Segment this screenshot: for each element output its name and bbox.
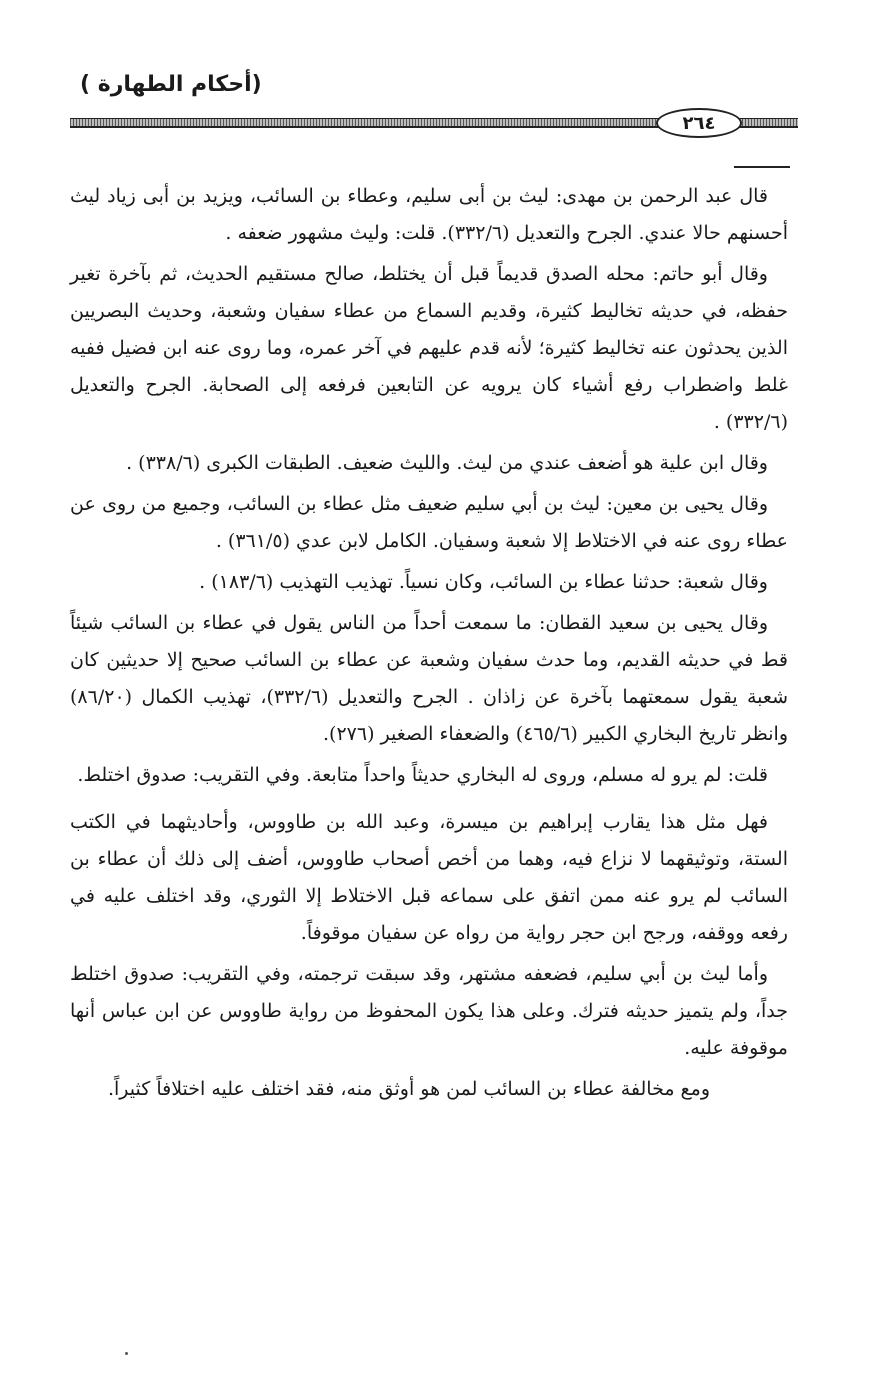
header-rule (70, 108, 798, 138)
paragraph-abu-hatim: وقال أبو حاتم: محله الصدق قديماً قبل أن يختلط، صالح مستقيم الحديث، ثم بآخرة تغير حفظه، في حديثه تخاليط كثيرة، وقديم السماع من عطاء سفيان وشعبة، وحديث البصريين الذين يحدثون عنه تخاليط كثيرة؛ لأنه قدم عليهم في آخر عمره، وما روى عنه ابن فضيل ففيه غلط واضطراب رفع أشياء كان يرويه عن التابعين فرفعه إلى الصحابة. الجرح والتعديل (٣٣٢/٦) . (70, 263, 788, 433)
paragraph-qultu: قلت: لم يرو له مسلم، وروى له البخاري حديثاً واحداً متابعة. وفي التقريب: صدوق اختلط. (77, 764, 768, 786)
paragraph-shuba: وقال شعبة: حدثنا عطاء بن السائب، وكان نسياً. تهذيب التهذيب (١٨٣/٦) . (199, 571, 768, 593)
paragraph-ibn-ulayya: وقال ابن علية هو أضعف عندي من ليث. والليث ضعيف. الطبقات الكبرى (٣٣٨/٦) . (126, 452, 768, 474)
body-text (70, 178, 788, 1112)
paragraph-layth: وأما ليث بن أبي سليم، فضعفه مشتهر، وقد سبقت ترجمته، وفي التقريب: صدوق اختلط جداً، ولم يتميز حديثه فترك. وعلى هذا يكون المحفوظ من رواية طاووس عن ابن عباس أنها موقوفة عليه. (70, 963, 788, 1059)
paragraph-ibrahim-ibn-maysara: فهل مثل هذا يقارب إبراهيم بن ميسرة، وعبد الله بن طاووس، وأحاديثهما في الكتب الستة، وتوثيقهما لا نزاع فيه، وهما من أخص أصحاب طاووس، أضف إلى ذلك أن عطاء بن السائب لم يرو عنه ممن اتفق على سماعه قبل الاختلاط إلا الثوري، وقد اختلف عليه في رفعه ووقفه، ورجح ابن حجر رواية من رواه عن سفيان موقوفاً. (70, 811, 788, 944)
footnote-separator-rule (734, 166, 790, 168)
paragraph-conclusion: ومع مخالفة عطاء بن السائب لمن هو أوثق منه، فقد اختلف عليه اختلافاً كثيراً. (107, 1078, 711, 1100)
page-number-oval (656, 108, 742, 138)
page-speck (125, 1352, 128, 1355)
running-header-title: (أحكام الطهارة ) (80, 72, 262, 97)
paragraph-al-qattan: وقال يحيى بن سعيد القطان: ما سمعت أحداً من الناس يقول في عطاء بن السائب شيئاً قط في حديثه القديم، وما حدث سفيان وشعبة عن عطاء بن السائب صحيح إلا حديثين كان شعبة يقول سمعتهما بآخرة عن زاذان . الجرح والتعديل (٣٣٢/٦)، تهذيب الكمال (٨٦/٢٠) وانظر تاريخ البخاري الكبير (٤٦٥/٦) والضعفاء الصغير (٢٧٦). (70, 612, 789, 745)
paragraph-ibn-main: وقال يحيى بن معين: ليث بن أبي سليم ضعيف مثل عطاء بن السائب، وجميع من روى عن عطاء روى عنه في الاختلاط إلا شعبة وسفيان. الكامل لابن عدي (٣٦١/٥) . (70, 493, 788, 552)
paragraph-ibn-mahdi: قال عبد الرحمن بن مهدى: ليث بن أبى سليم، وعطاء بن السائب، ويزيد بن أبى زياد ليث أحسنهم حالا عندي. الجرح والتعديل (٣٣٢/٦). قلت: وليث مشهور ضعفه . (70, 185, 788, 244)
page-number: ٢٦٤ (682, 112, 716, 134)
